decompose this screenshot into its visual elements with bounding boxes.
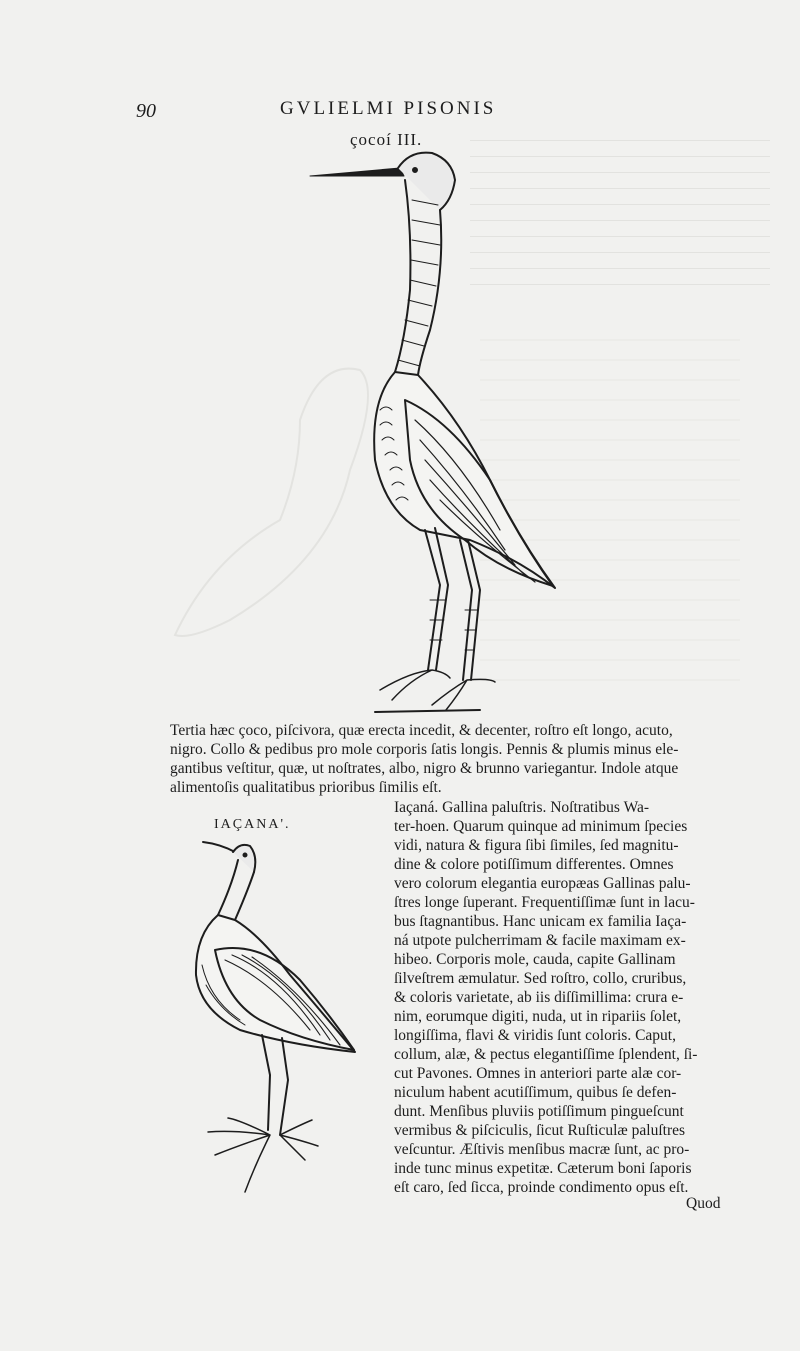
text-line: vidi, natura & figura ſibi ſimiles, ſed magnitu- xyxy=(394,837,679,854)
running-head: GVLIELMI PISONIS xyxy=(280,98,497,119)
text-line: longiſſima, flavi & viridis ſunt coloris. Caput, xyxy=(394,1027,676,1044)
text-line: nim, eorumque digiti, nuda, ut in ripariis ſolet, xyxy=(394,1008,682,1025)
text-line: veſcuntur. Æſtivis menſibus macræ ſunt, ac pro- xyxy=(394,1141,690,1158)
text-line: vero colorum elegantia europæas Gallinas palu- xyxy=(394,875,691,892)
iacana-description xyxy=(394,798,740,1197)
text-line: bus ſtagnantibus. Hanc unicam ex familia Iaça- xyxy=(394,913,687,930)
text-line: gantibus veſtitur, quæ, ut noſtrates, albo, nigro & brunno variegantur. Indole atque xyxy=(170,760,679,777)
figure-caption-coco: çocoí III. xyxy=(350,130,423,149)
text-line: collum, alæ, & pectus elegantiſſime ſplendent, ſi- xyxy=(394,1046,698,1063)
text-line: eſt caro, ſed ſicca, proinde condimento opus eſt. xyxy=(394,1179,689,1196)
text-line: ná utpote pulcherrimam & facile maximam ex- xyxy=(394,932,686,949)
text-line: ſtres longe ſuperant. Frequentiſſimæ ſunt in lacu- xyxy=(394,894,695,911)
text-line: Iaçaná. Gallina paluſtris. Noſtratibus Wa- xyxy=(394,799,649,816)
text-line: niculum habent acutiſſimum, quibus ſe defen- xyxy=(394,1084,677,1101)
page-number: 90 xyxy=(136,100,156,122)
figure-caption-iacana: IAÇANA'. xyxy=(214,817,291,832)
text-line: nigro. Collo & pedibus pro mole corporis ſatis longis. Pennis & plumis minus ele- xyxy=(170,741,679,758)
text-line: alimentoſis qualitatibus prioribus ſimilis eſt. xyxy=(170,779,442,796)
catchword: Quod xyxy=(686,1195,721,1212)
text-line: ter-hoen. Quarum quinque ad minimum ſpecies xyxy=(394,818,688,835)
text-line: ſilveſtrem æmulatur. Sed roſtro, collo, cruribus, xyxy=(394,970,687,987)
text-line: vermibus & piſciculis, ſicut Ruſticulæ paluſtres xyxy=(394,1122,686,1139)
text-line: inde tunc minus expetitæ. Cæterum boni ſaporis xyxy=(394,1160,692,1177)
text-line: dunt. Menſibus pluviis potiſſimum pingueſcunt xyxy=(394,1103,684,1120)
text-line: dine & colore potiſſimum differentes. Omnes xyxy=(394,856,674,873)
text-line: Tertia hæc çoco, piſcivora, quæ erecta incedit, & decenter, roſtro eſt longo, acuto, xyxy=(170,722,673,739)
text-line: & coloris varietate, ab iis diſſimillima: crura e- xyxy=(394,989,684,1006)
text-line: cut Pavones. Omnes in anteriori parte alæ cor- xyxy=(394,1065,682,1082)
text-line: hibeo. Corporis mole, cauda, capite Gallinam xyxy=(394,951,676,968)
